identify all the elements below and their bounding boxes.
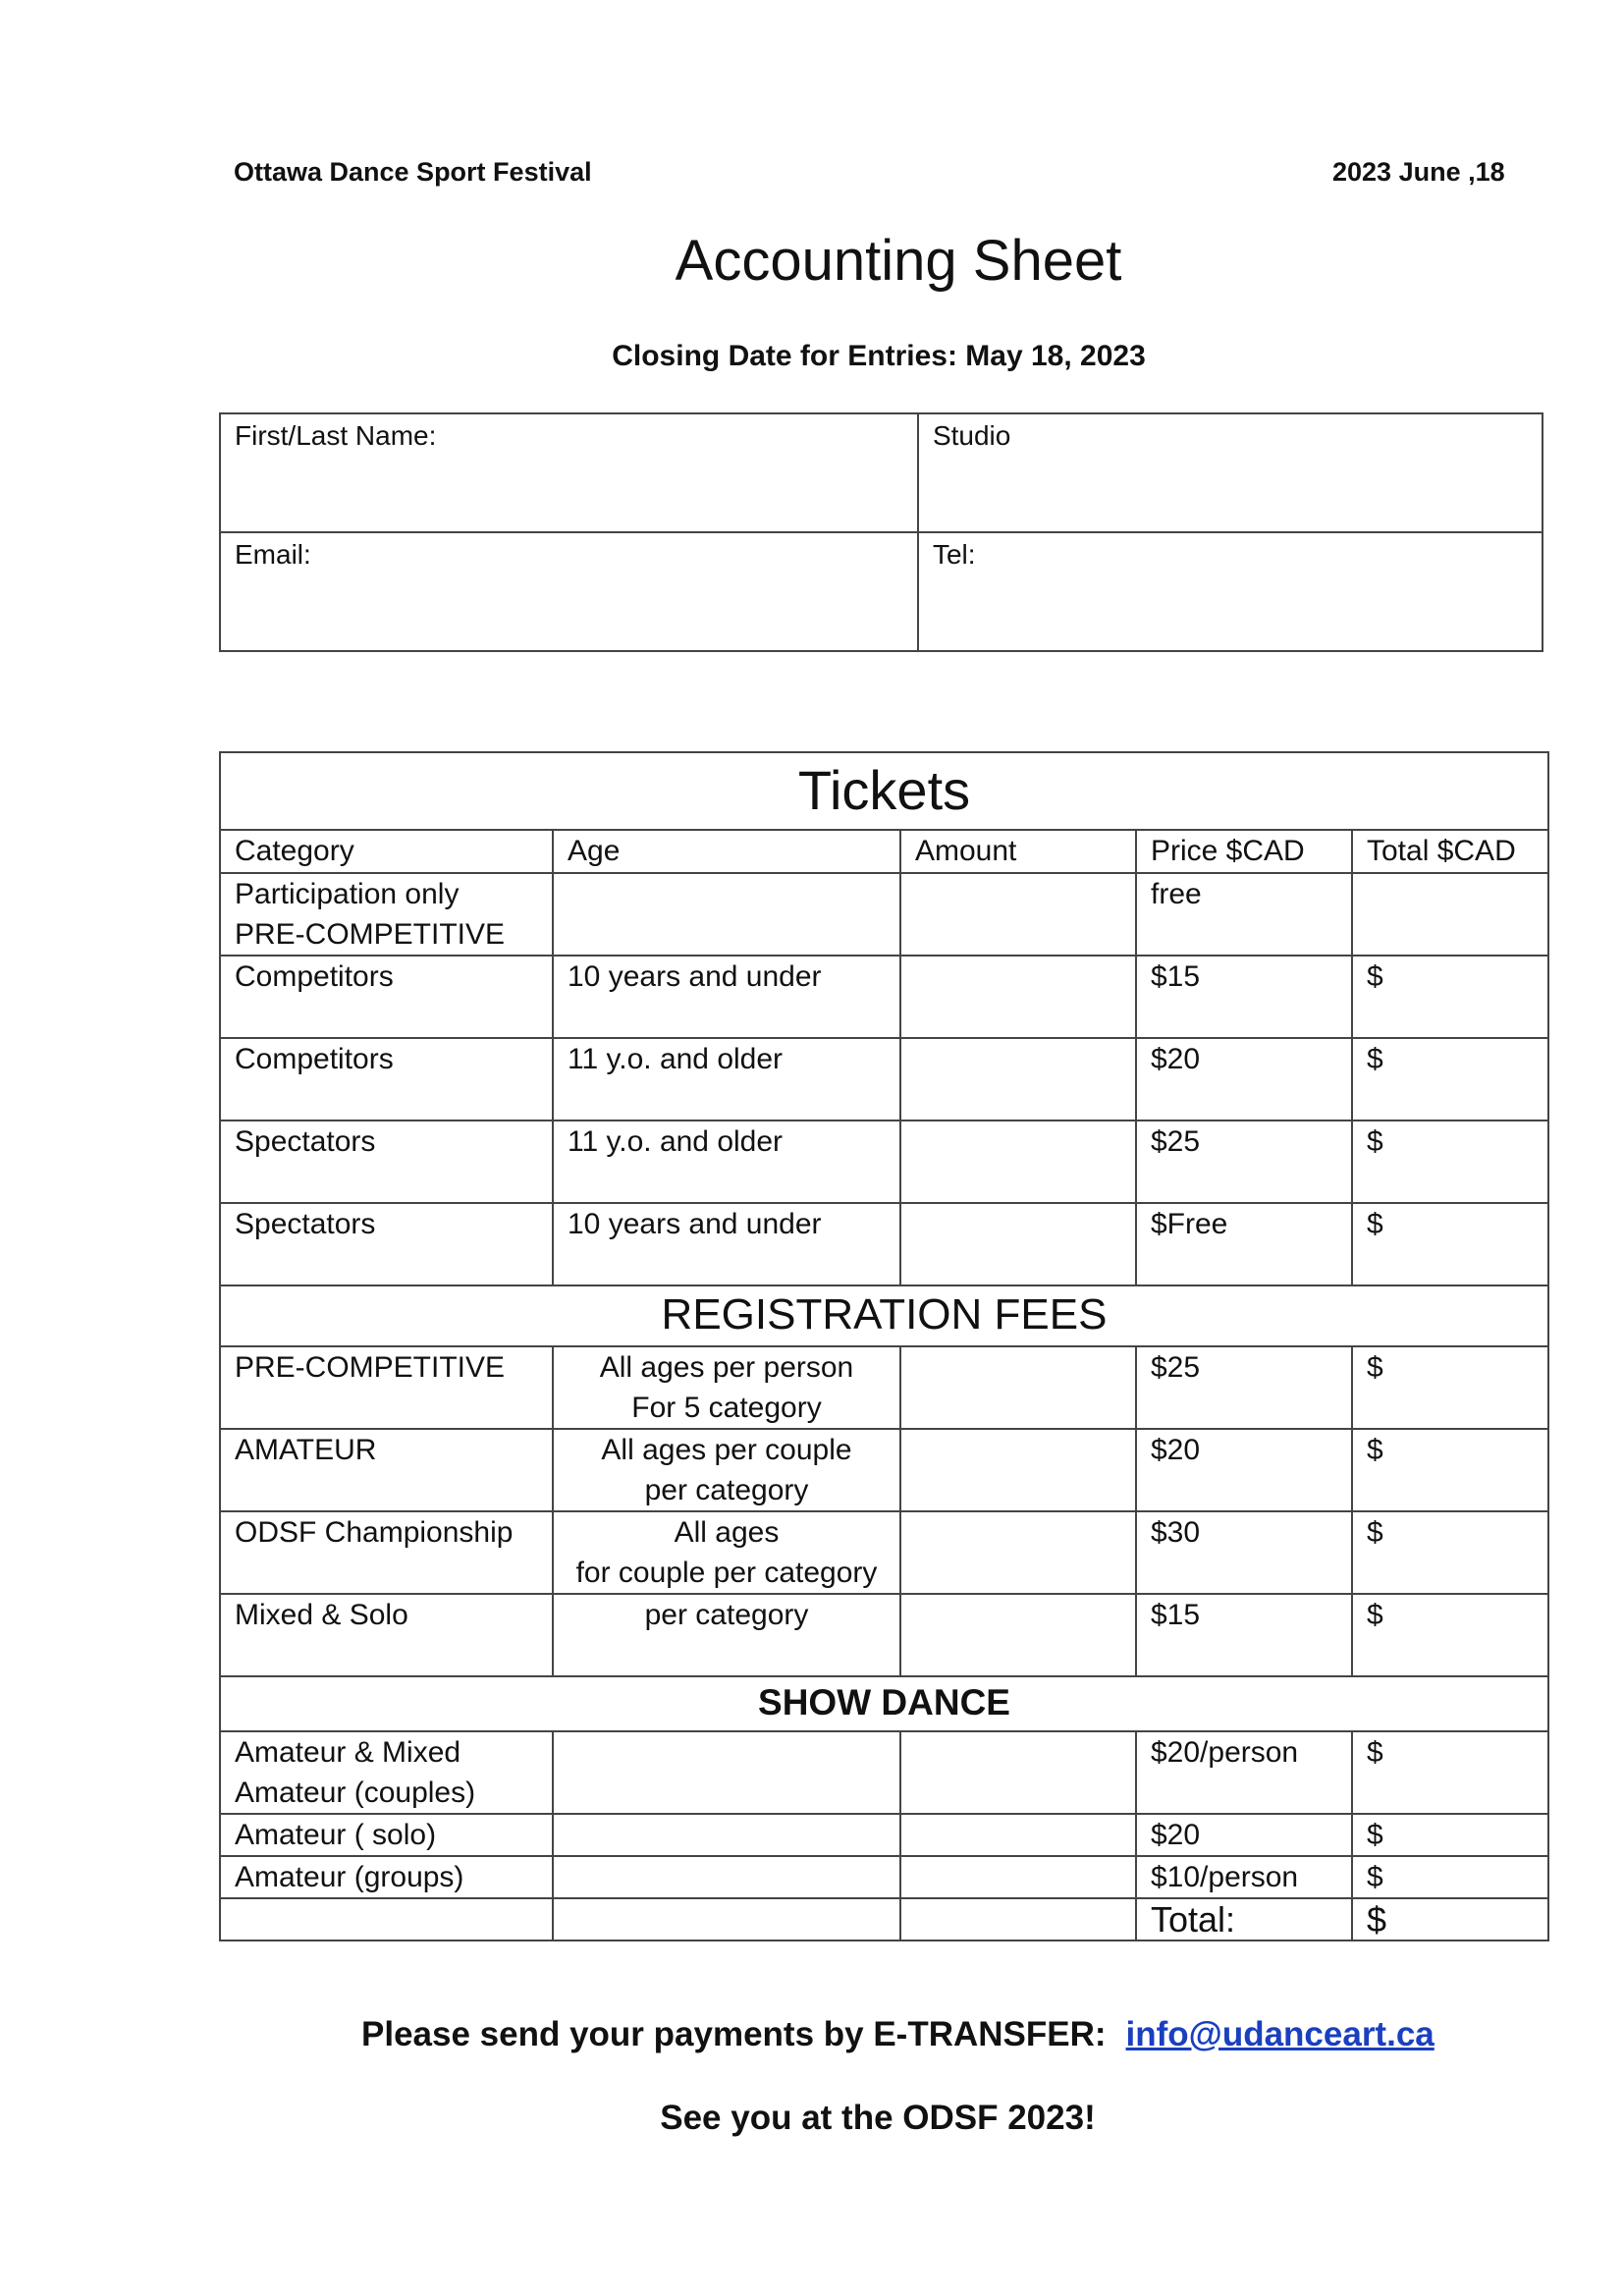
category-cell: Competitors xyxy=(220,1038,553,1121)
amount-input[interactable] xyxy=(900,873,1136,956)
age-cell: All ages for couple per category xyxy=(553,1511,900,1594)
category-cell: AMATEUR xyxy=(220,1429,553,1511)
category-cell: Participation only PRE-COMPETITIVE xyxy=(220,873,553,956)
total-cell[interactable]: $ xyxy=(1352,1856,1548,1898)
total-cell[interactable]: $ xyxy=(1352,1121,1548,1203)
amount-input[interactable] xyxy=(900,1511,1136,1594)
total-cell[interactable]: $ xyxy=(1352,1429,1548,1511)
total-cell[interactable]: $ xyxy=(1352,1594,1548,1676)
event-date: 2023 June ,18 xyxy=(1332,157,1505,187)
category-cell: Amateur (groups) xyxy=(220,1856,553,1898)
total-cell[interactable]: $ xyxy=(1352,1814,1548,1856)
category-cell: ODSF Championship xyxy=(220,1511,553,1594)
total-cell[interactable]: $ xyxy=(1352,1511,1548,1594)
table-row xyxy=(220,1511,1548,1594)
amount-input[interactable] xyxy=(900,956,1136,1038)
age-cell: All ages per couple per category xyxy=(553,1429,900,1511)
price-cell: $15 xyxy=(1136,1594,1352,1676)
closing-message: See you at the ODSF 2023! xyxy=(660,2099,1096,2137)
total-cell[interactable] xyxy=(1352,873,1548,956)
column-header-row xyxy=(220,830,1548,873)
price-cell: $25 xyxy=(1136,1121,1352,1203)
table-row xyxy=(220,873,1548,956)
age-cell xyxy=(553,1731,900,1814)
category-cell: Amateur ( solo) xyxy=(220,1814,553,1856)
table-row xyxy=(220,1594,1548,1676)
col-header-amount: Amount xyxy=(900,830,1136,873)
table-row xyxy=(220,1038,1548,1121)
col-header-price: Price $CAD xyxy=(1136,830,1352,873)
org-name: Ottawa Dance Sport Festival xyxy=(234,157,592,187)
table-row xyxy=(220,1856,1548,1898)
category-cell: Amateur & Mixed Amateur (couples) xyxy=(220,1731,553,1814)
table-row xyxy=(220,956,1548,1038)
price-cell: $20 xyxy=(1136,1038,1352,1121)
price-cell: $Free xyxy=(1136,1203,1352,1285)
total-cell[interactable]: $ xyxy=(1352,1038,1548,1121)
age-cell xyxy=(553,1856,900,1898)
payment-text: Please send your payments by E-TRANSFER: xyxy=(361,2015,1107,2053)
total-label: Total: xyxy=(1136,1898,1352,1941)
table-row xyxy=(220,1346,1548,1429)
amount-input[interactable] xyxy=(900,1814,1136,1856)
total-row xyxy=(220,1898,1548,1941)
amount-input[interactable] xyxy=(900,1038,1136,1121)
table-row xyxy=(220,1731,1548,1814)
price-cell: $15 xyxy=(1136,956,1352,1038)
price-cell: $20/person xyxy=(1136,1731,1352,1814)
payment-instructions xyxy=(361,2015,1435,2054)
show-dance-heading: SHOW DANCE xyxy=(220,1676,1548,1731)
price-cell: $20 xyxy=(1136,1814,1352,1856)
category-cell: Spectators xyxy=(220,1203,553,1285)
age-cell: 10 years and under xyxy=(553,956,900,1038)
amount-input[interactable] xyxy=(900,1856,1136,1898)
tel-field[interactable] xyxy=(918,532,1543,651)
price-cell: $30 xyxy=(1136,1511,1352,1594)
amount-input[interactable] xyxy=(900,1203,1136,1285)
grand-total-cell[interactable]: $ xyxy=(1352,1898,1548,1941)
age-cell: 11 y.o. and older xyxy=(553,1121,900,1203)
age-cell: 11 y.o. and older xyxy=(553,1038,900,1121)
total-cell[interactable]: $ xyxy=(1352,1346,1548,1429)
age-cell: All ages per person For 5 category xyxy=(553,1346,900,1429)
studio-field[interactable] xyxy=(918,413,1543,532)
tickets-heading: Tickets xyxy=(220,752,1548,830)
tel-label: Tel: xyxy=(932,539,976,570)
name-label: First/Last Name: xyxy=(235,420,437,451)
email-field[interactable] xyxy=(220,532,918,651)
table-row xyxy=(220,1203,1548,1285)
table-row xyxy=(220,1814,1548,1856)
payment-email-link[interactable]: info@udanceart.ca xyxy=(1125,2015,1435,2053)
age-cell: 10 years and under xyxy=(553,1203,900,1285)
studio-label: Studio xyxy=(932,420,1011,451)
total-cell[interactable]: $ xyxy=(1352,1203,1548,1285)
amount-input[interactable] xyxy=(900,1429,1136,1511)
name-field[interactable] xyxy=(220,413,918,532)
age-cell: per category xyxy=(553,1594,900,1676)
col-header-age: Age xyxy=(553,830,900,873)
total-cell[interactable]: $ xyxy=(1352,1731,1548,1814)
category-cell: PRE-COMPETITIVE xyxy=(220,1346,553,1429)
email-label: Email: xyxy=(235,539,311,570)
table-row xyxy=(220,1121,1548,1203)
age-cell xyxy=(553,873,900,956)
closing-date: Closing Date for Entries: May 18, 2023 xyxy=(612,340,1146,372)
price-cell: $20 xyxy=(1136,1429,1352,1511)
amount-input[interactable] xyxy=(900,1346,1136,1429)
col-header-total: Total $CAD xyxy=(1352,830,1548,873)
price-cell: $10/person xyxy=(1136,1856,1352,1898)
contact-info-table xyxy=(219,412,1543,652)
category-cell: Mixed & Solo xyxy=(220,1594,553,1676)
accounting-table xyxy=(219,751,1549,1941)
col-header-category: Category xyxy=(220,830,553,873)
registration-heading: REGISTRATION FEES xyxy=(220,1285,1548,1346)
category-cell: Competitors xyxy=(220,956,553,1038)
price-cell: free xyxy=(1136,873,1352,956)
amount-input[interactable] xyxy=(900,1594,1136,1676)
age-cell xyxy=(553,1814,900,1856)
category-cell: Spectators xyxy=(220,1121,553,1203)
total-cell[interactable]: $ xyxy=(1352,956,1548,1038)
amount-input[interactable] xyxy=(900,1121,1136,1203)
amount-input[interactable] xyxy=(900,1731,1136,1814)
page-title: Accounting Sheet xyxy=(675,229,1122,293)
price-cell: $25 xyxy=(1136,1346,1352,1429)
table-row xyxy=(220,1429,1548,1511)
